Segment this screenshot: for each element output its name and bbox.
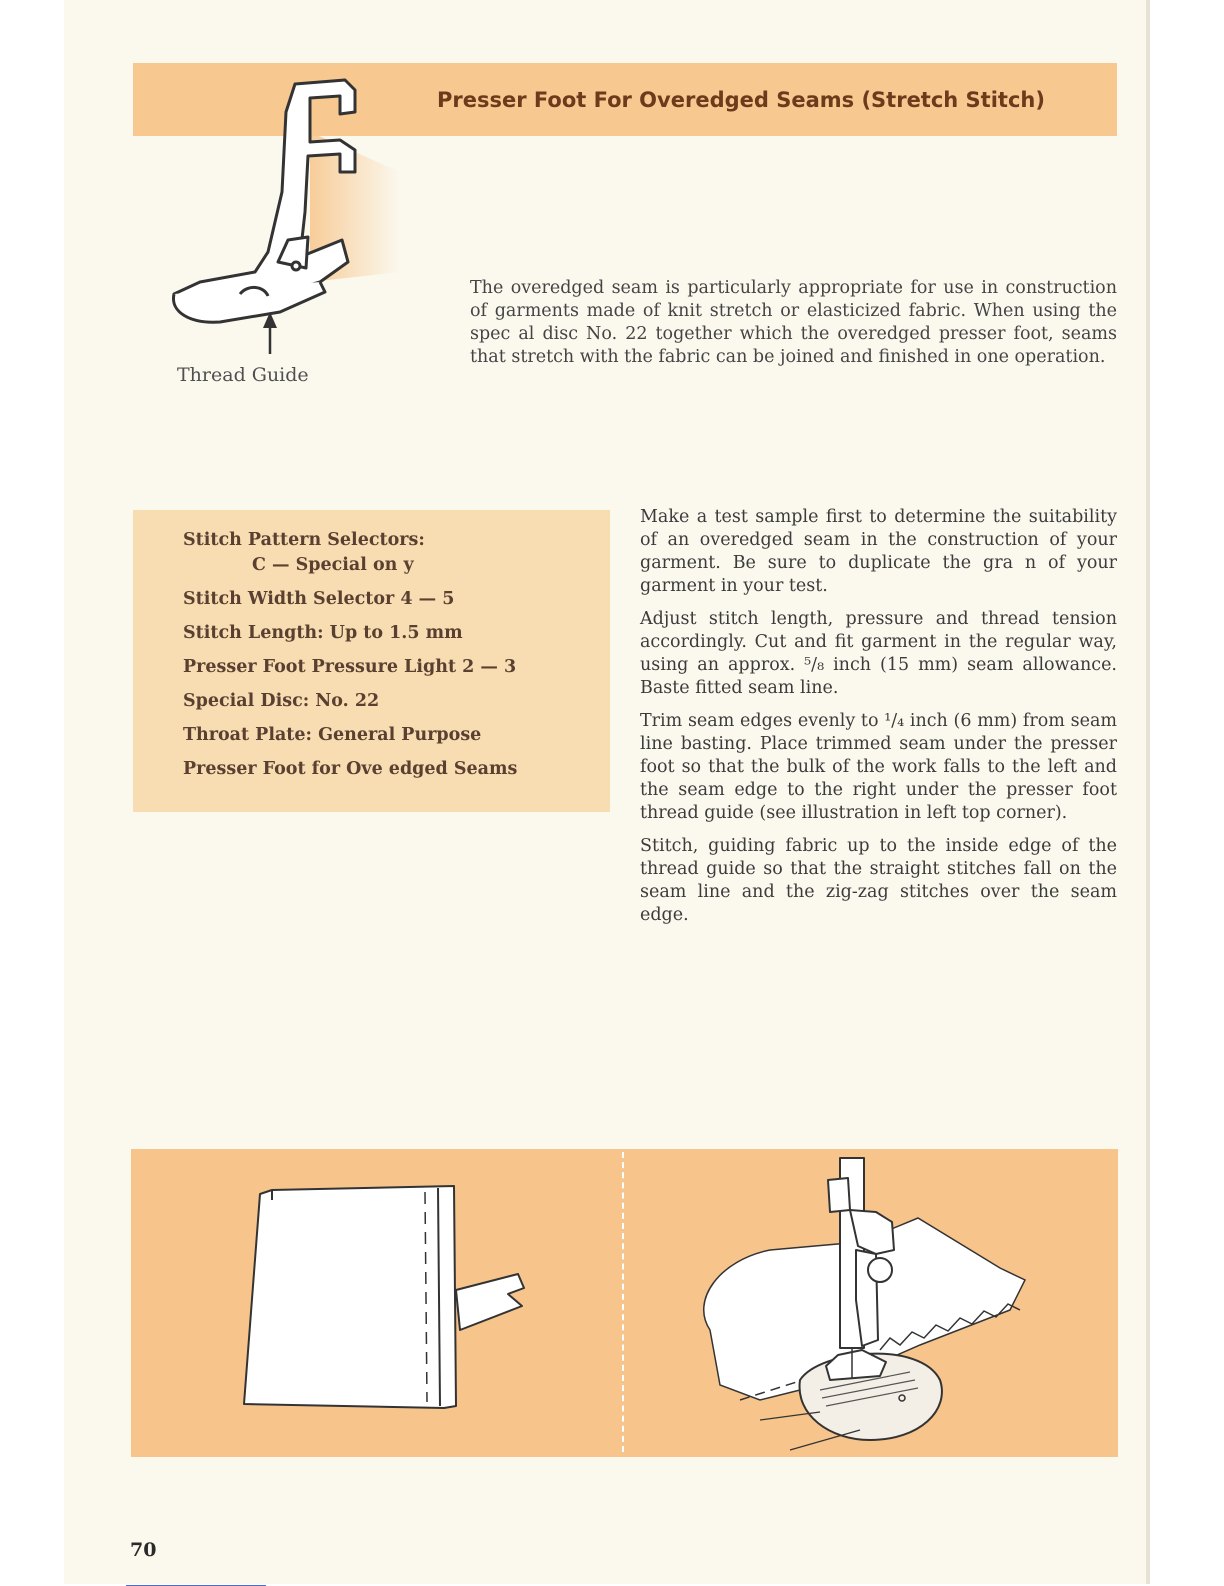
setting-pattern-label: Stitch Pattern Selectors: xyxy=(183,530,425,550)
instructions xyxy=(640,506,1117,937)
instruction-paragraph-1: Make a test sample first to determine the suitability of an overedged seam in the construction of your garment. Be sure to duplicate the gra n of your garment in your test. xyxy=(640,507,1117,596)
setting-stitch-length: Stitch Length: Up to 1.5 mm xyxy=(183,623,463,643)
thread-guide-label: Thread Guide xyxy=(177,364,309,386)
page-title: Presser Foot For Overedged Seams (Stretch Stitch) xyxy=(437,88,1045,112)
fabric-seam-illustration xyxy=(228,1170,548,1430)
instruction-paragraph-3: Trim seam edges evenly to ¹/₄ inch (6 mm) from seam line basting. Place trimmed seam under the presser foot so that the bulk of the work falls to the left and the seam edge to the right under the presser foot thread guide (see illustration in left top corner). xyxy=(640,711,1117,823)
illustration-divider xyxy=(622,1152,624,1452)
sewing-machine-illustration xyxy=(680,1150,1118,1455)
setting-stitch-width: Stitch Width Selector 4 — 5 xyxy=(183,589,455,609)
intro-paragraph: The overedged seam is particularly appropriate for use in construction of garments made of knit stretch or elasticized fabric. When using the spec al disc No. 22 together which the overedged presser foot, seams that stretch with the fabric can be joined and finished in one operation. xyxy=(470,278,1117,367)
page-edge xyxy=(1146,0,1150,1584)
instruction-paragraph-2: Adjust stitch length, pressure and thread tension accordingly. Cut and fit garment in the regular way, using an approx. ⁵/₈ inch (15 mm) seam allowance. Baste fitted seam line. xyxy=(640,609,1117,698)
setting-pattern-value: C — Special on y xyxy=(252,555,414,575)
presser-foot-illustration xyxy=(160,72,410,362)
instruction-paragraph-4: Stitch, guiding fabric up to the inside edge of the thread guide so that the straight stitches fall on the seam line and the zig-zag stitches over the seam edge. xyxy=(640,836,1117,925)
page-number: 70 xyxy=(130,1539,157,1561)
setting-presser-foot: Presser Foot for Ove edged Seams xyxy=(183,759,518,779)
setting-special-disc: Special Disc: No. 22 xyxy=(183,691,380,711)
setting-foot-pressure: Presser Foot Pressure Light 2 — 3 xyxy=(183,657,517,677)
setting-throat-plate: Throat Plate: General Purpose xyxy=(183,725,482,745)
